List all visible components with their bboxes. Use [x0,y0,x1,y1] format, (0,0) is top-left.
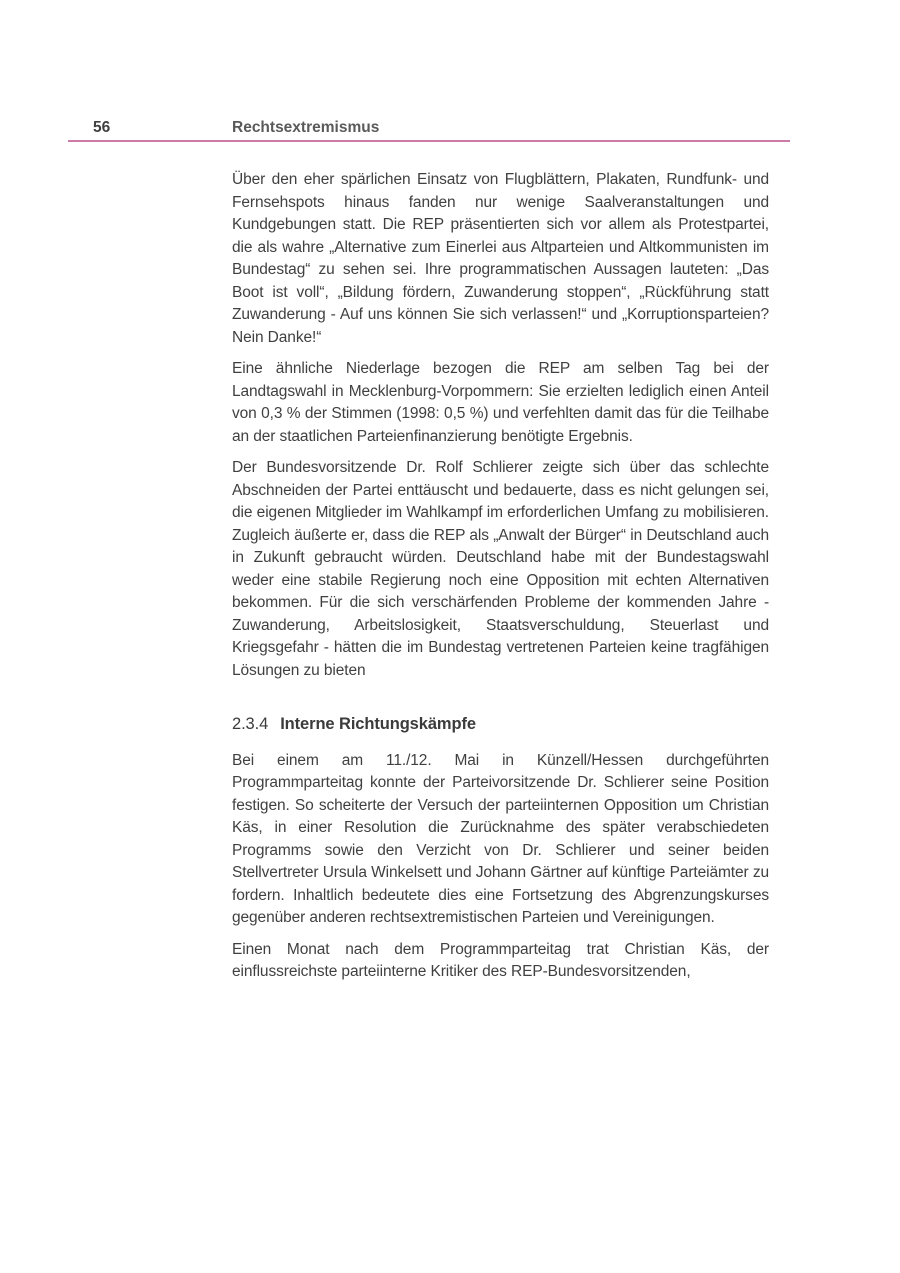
paragraph: Eine ähnliche Niederlage bezogen die REP am selben Tag bei der Landtagswahl in Mecklenburg-Vorpommern: Sie erzielten lediglich einen Anteil von 0,3 % der Stimmen (1998: 0,5 %) und verfehlten damit das für die Teilhabe an der staatlichen Parteienfinanzierung benötigte Ergebnis. [232,360,769,445]
running-header-title: Rechtsextremismus [232,119,380,136]
section-title: Interne Richtungskämpfe [280,715,476,733]
paragraph: Über den eher spärlichen Einsatz von Flugblättern, Plakaten, Rundfunk- und Fernsehspots hinaus fanden nur wenige Saalveranstaltungen und Kundgebungen statt. Die REP präsentierten sich vor allem als Protestpartei, die als wahre „Alternative zum Einerlei aus Altparteien und Altkommunisten im Bundestag“ zu sehen sei. Ihre programmatischen Aussagen lauteten: „Das Boot ist voll“, „Bildung fördern, Zuwanderung stoppen“, „Rückführung statt Zuwanderung - Auf uns können Sie sich verlassen!“ und „Korruptionsparteien? Nein Danke!“ [232,171,769,346]
page-number: 56 [93,119,111,136]
header-rule [68,140,790,142]
body-text-column [232,169,769,993]
section-heading [232,713,769,736]
section-number: 2.3.4 [232,715,269,733]
paragraph: Der Bundesvorsitzende Dr. Rolf Schlierer zeigte sich über das schlechte Abschneiden der Partei enttäuscht und bedauerte, dass es nicht gelungen sei, die eigenen Mitglieder im Wahlkampf im erforderlichen Umfang zu mobilisieren. Zugleich äußerte er, dass die REP als „Anwalt der Bürger“ in Deutschland auch in Zukunft gebraucht würden. Deutschland habe mit der Bundestagswahl weder eine stabile Regierung noch eine Opposition mit echten Alternativen bekommen. Für die sich verschärfenden Probleme der kommenden Jahre - Zuwanderung, Arbeitslosigkeit, Staatsverschuldung, Steuerlast und Kriegsgefahr - hätten die im Bundestag vertretenen Parteien keine tragfähigen Lösungen zu bieten [232,459,769,679]
paragraph: Einen Monat nach dem Programmparteitag trat Christian Käs, der einflussreichste parteiinterne Kritiker des REP-Bundesvorsitzenden, [232,940,769,980]
paragraph: Bei einem am 11./12. Mai in Künzell/Hessen durchgeführten Programmparteitag konnte der Parteivorsitzende Dr. Schlierer seine Position festigen. So scheiterte der Versuch der parteiinternen Opposition um Christian Käs, in einer Resolution die Zurücknahme des später verabschiedeten Programms sowie den Verzicht von Dr. Schlierer und seiner beiden Stellvertreter Ursula Winkelsett und Johann Gärtner auf künftige Parteiämter zu fordern. Inhaltlich bedeutete dies eine Fortsetzung des Abgrenzungskurses gegenüber anderen rechtsextremistischen Parteien und Vereinigungen. [232,751,769,926]
